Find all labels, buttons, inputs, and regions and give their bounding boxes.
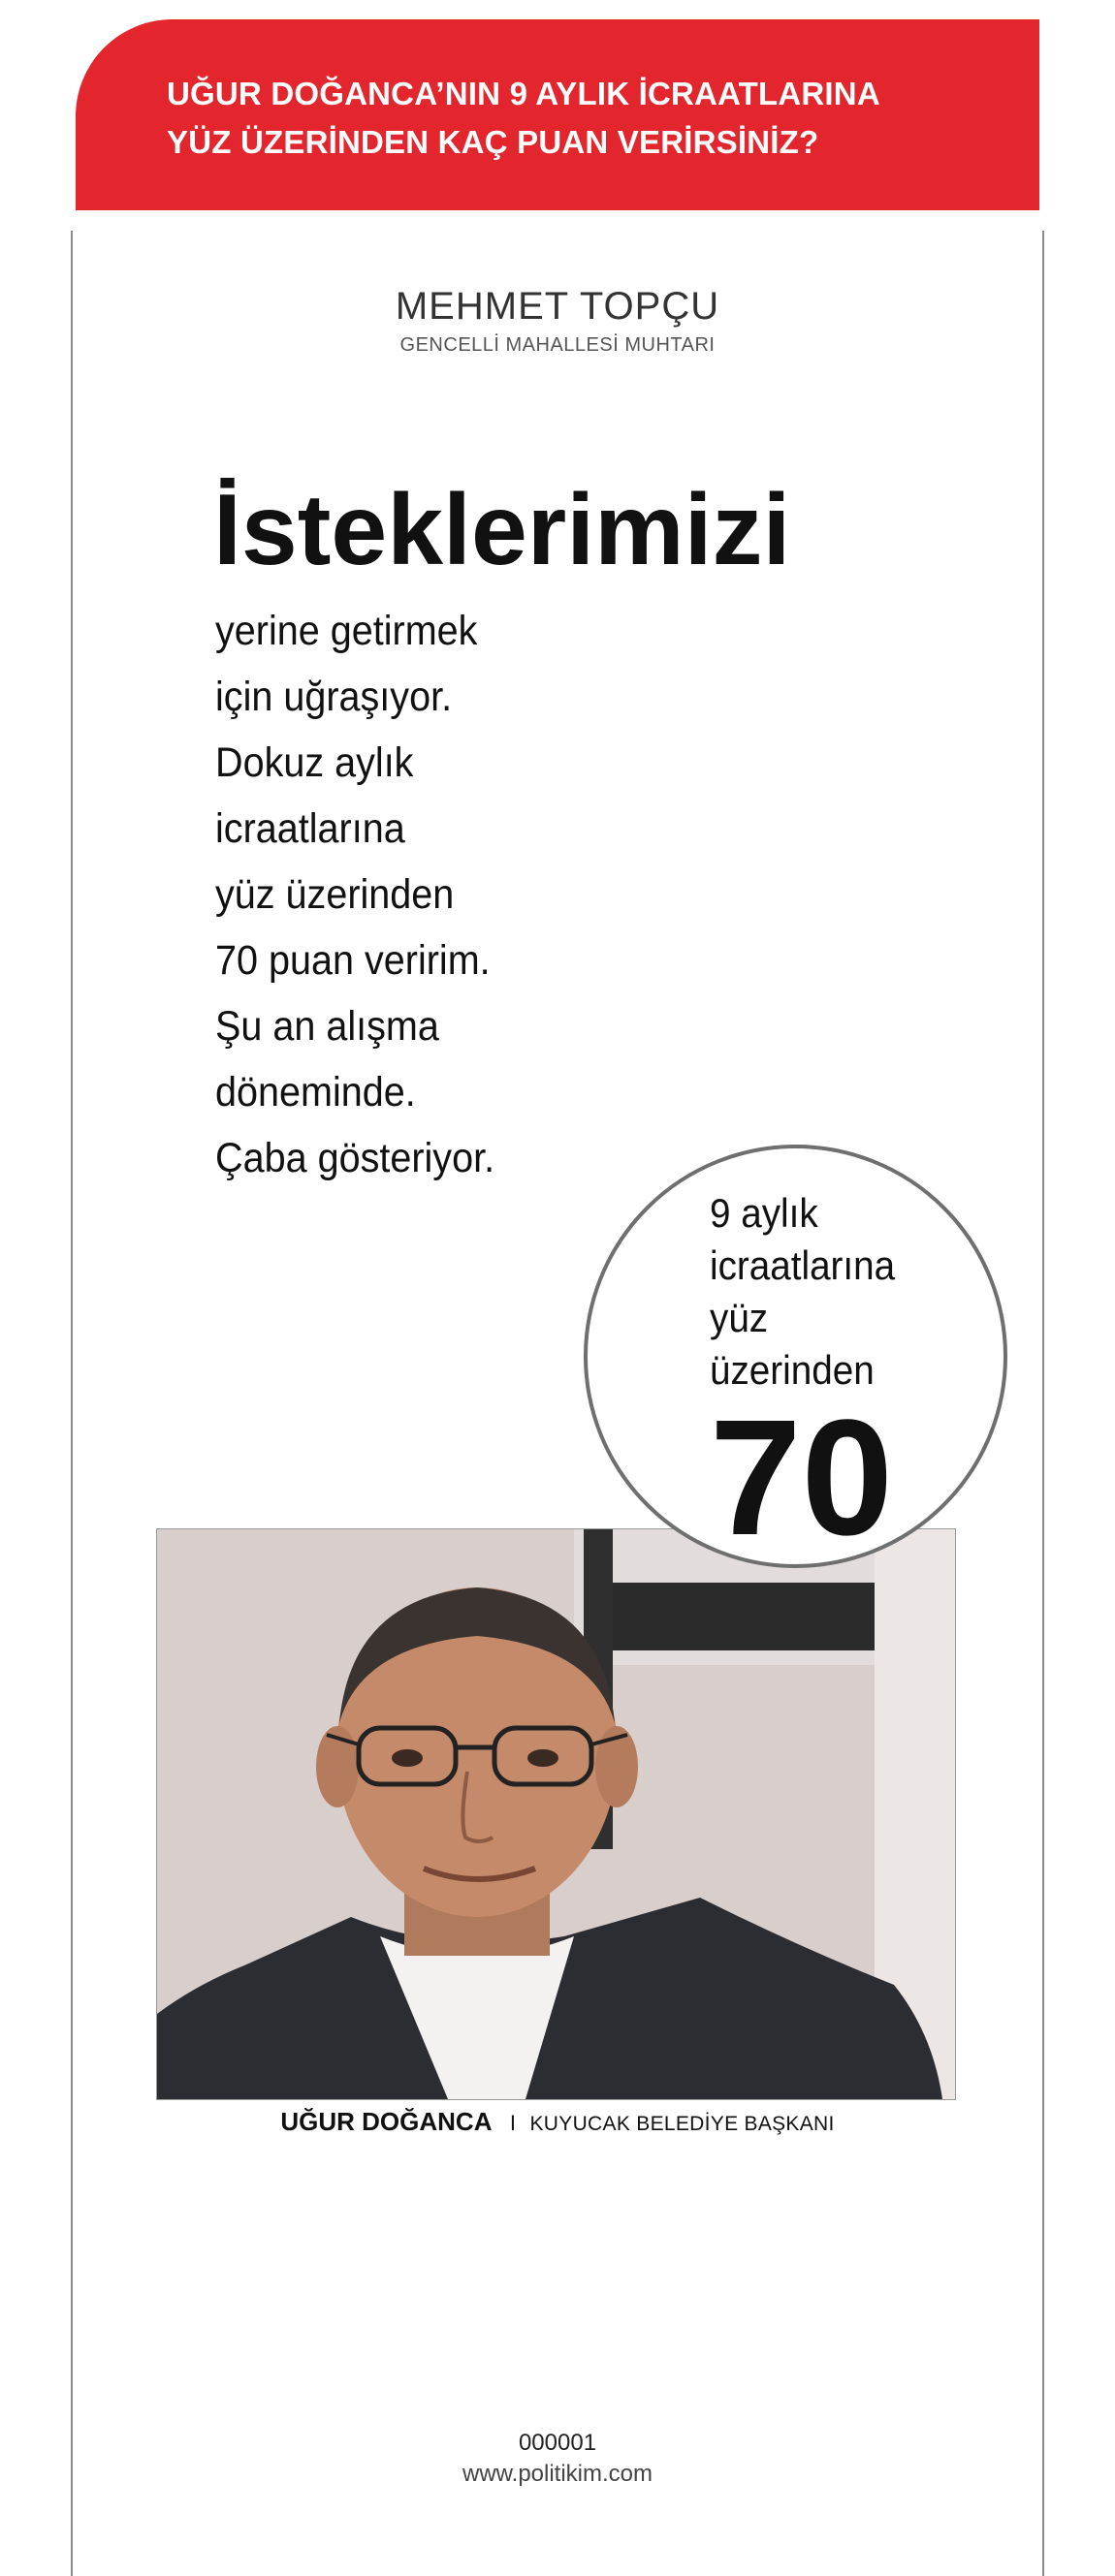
quote-line: yerine getirmek (215, 608, 478, 654)
quote-line: 70 puan veririm. (215, 937, 491, 984)
mayor-photo (157, 1529, 955, 2099)
quote-headline: İsteklerimizi (213, 474, 791, 586)
caption-name: UĞUR DOĞANCA (280, 2107, 493, 2136)
caption-title: KUYUCAK BELEDİYE BAŞKANI (529, 2113, 835, 2135)
header-banner (76, 19, 1039, 210)
quote-line: için uğraşıyor. (215, 674, 453, 720)
frame-border-left (71, 231, 73, 2576)
footer-code: 000001 (518, 2430, 597, 2456)
quote-line: döneminde. (215, 1069, 416, 1115)
portrait-illustration (157, 1529, 955, 2099)
score-badge-line: icraatlarına (710, 1242, 896, 1288)
footer-url: www.politikim.com (462, 2461, 653, 2487)
score-badge-line: üzerinden (710, 1347, 875, 1393)
score-badge-line: 9 aylık (710, 1190, 818, 1236)
frame-border-right (1042, 231, 1044, 2576)
author-block (0, 284, 1115, 358)
author-name: MEHMET TOPÇU (395, 285, 720, 328)
photo-caption (0, 2107, 1115, 2137)
quote-line: Dokuz aylık (215, 739, 414, 786)
caption-separator: I (509, 2111, 517, 2135)
score-badge-content (710, 1187, 911, 1570)
quote-line: yüz üzerinden (215, 871, 455, 918)
quote-line: Çaba gösteriyor. (215, 1135, 495, 1181)
banner-title-line-2: YÜZ ÜZERİNDEN KAÇ PUAN VERİRSİNİZ? (167, 124, 819, 160)
author-role: GENCELLİ MAHALLESİ MUHTARI (399, 334, 716, 356)
banner-title-line-1: UĞUR DOĞANCA’NIN 9 AYLIK İCRAATLARINA (167, 76, 880, 111)
score-value: 70 (710, 1386, 894, 1570)
quote-line: Şu an alışma (215, 1003, 439, 1050)
quote-body (215, 598, 519, 1191)
footer (0, 2428, 1115, 2490)
quote-line: icraatlarına (215, 805, 405, 852)
score-badge-line: yüz (710, 1295, 769, 1340)
score-badge (584, 1145, 1007, 1568)
